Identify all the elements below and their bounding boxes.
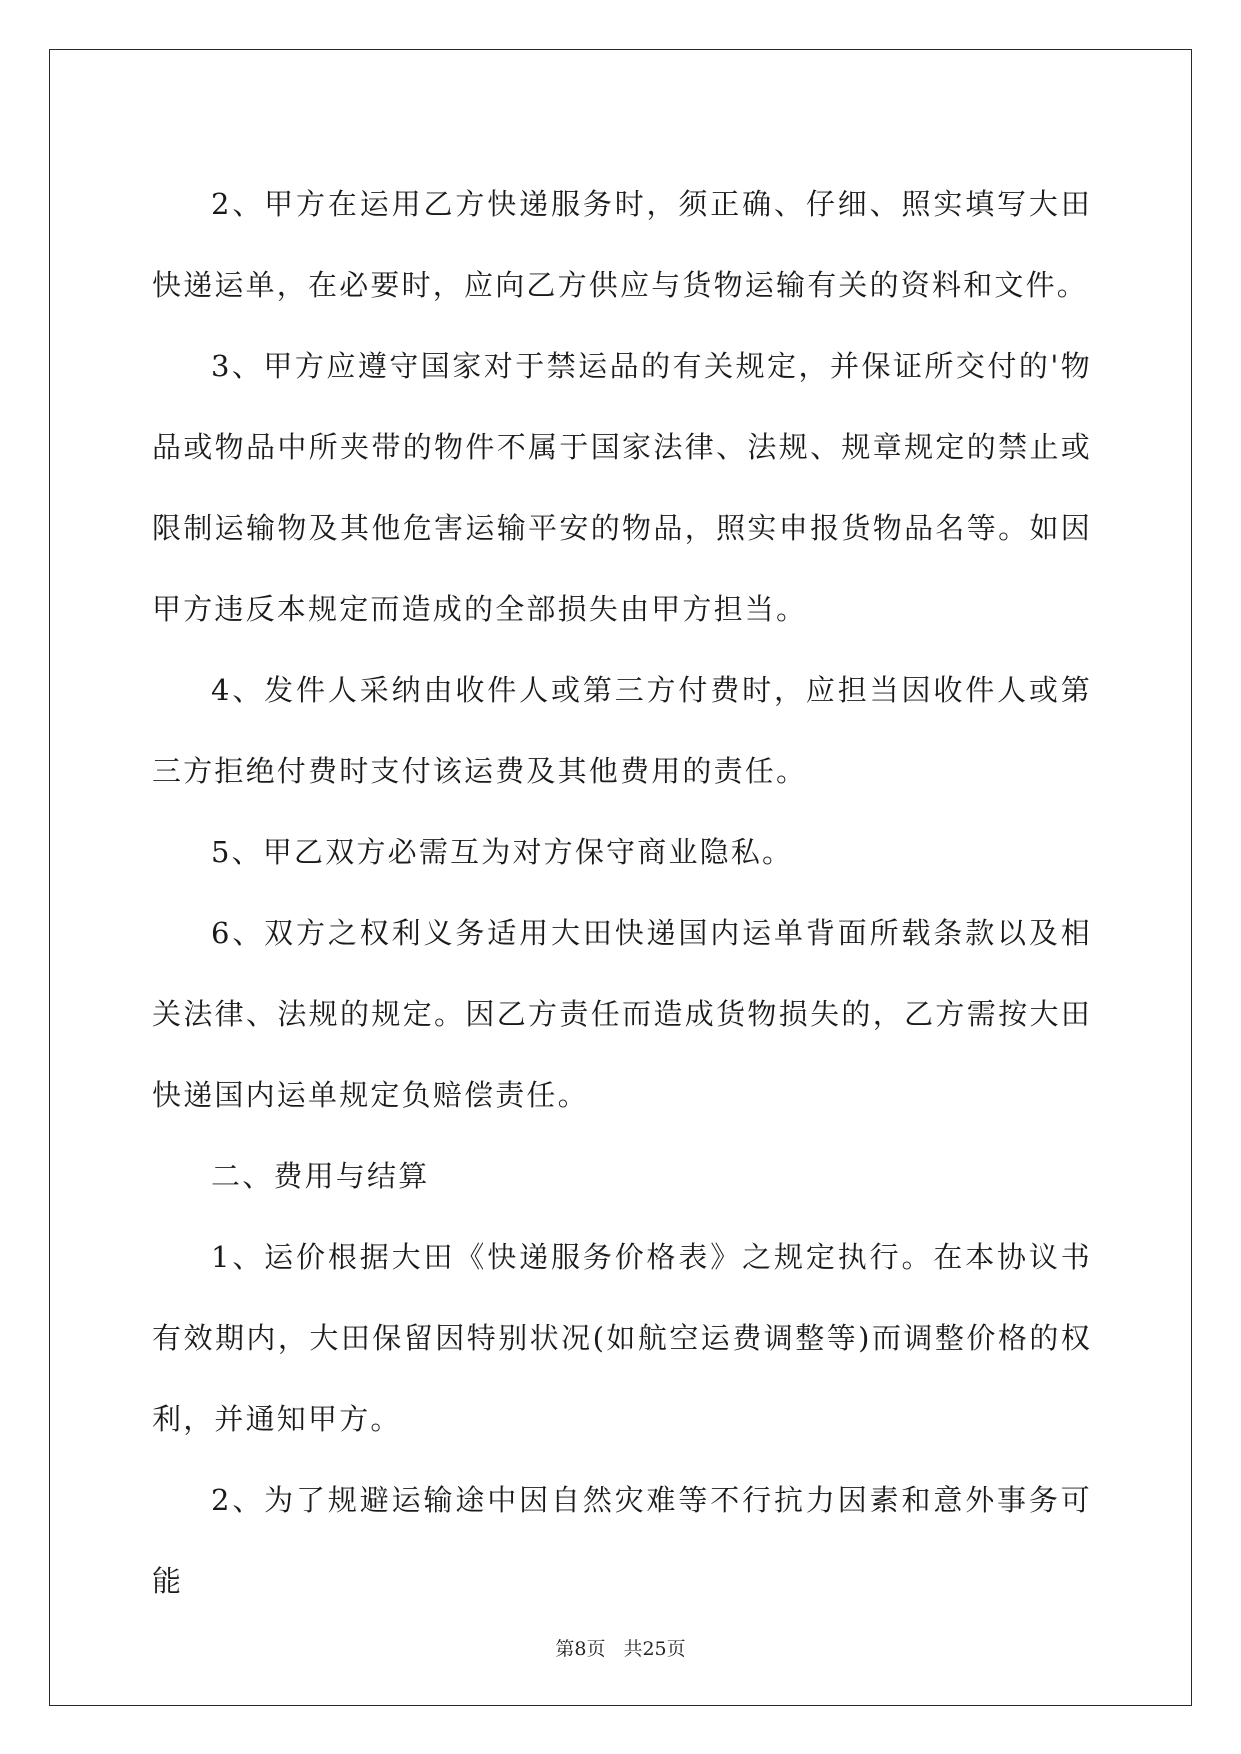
page-footer xyxy=(0,1634,1241,1661)
section-heading-fees: 二、费用与结算 xyxy=(211,1159,430,1193)
paragraph-fee-clause-1: 1、运价根据大田《快递服务价格表》之规定执行。在本协议书有效期内，大田保留因特别状况(如航空运费调整等)而调整价格的权利，并通知甲方。 xyxy=(152,1240,1092,1436)
page-number-current: 第8页 xyxy=(555,1638,606,1660)
paragraph-clause-2: 2、甲方在运用乙方快递服务时，须正确、仔细、照实填写大田快递运单，在必要时，应向乙方供应与货物运输有关的资料和文件。 xyxy=(152,187,1092,302)
paragraph-clause-3: 3、甲方应遵守国家对于禁运品的有关规定，并保证所交付的'物品或物品中所夹带的物件不属于国家法律、法规、规章规定的禁止或限制运输物及其他危害运输平安的物品，照实申报货物品名等。如因甲方违反本规定而造成的全部损失由甲方担当。 xyxy=(152,349,1092,626)
document-body xyxy=(152,164,1092,1622)
paragraph-clause-5: 5、甲乙双方必需互为对方保守商业隐私。 xyxy=(211,835,794,869)
paragraph-clause-6: 6、双方之权利义务适用大田快递国内运单背面所载条款以及相关法律、法规的规定。因乙方责任而造成货物损失的，乙方需按大田快递国内运单规定负赔偿责任。 xyxy=(152,916,1092,1112)
paragraph-fee-clause-2: 2、为了规避运输途中因自然灾难等不行抗力因素和意外事务可能 xyxy=(152,1483,1092,1598)
paragraph-clause-4: 4、发件人采纳由收件人或第三方付费时，应担当因收件人或第三方拒绝付费时支付该运费及其他费用的责任。 xyxy=(152,673,1092,788)
page-number-total: 共25页 xyxy=(623,1638,686,1660)
